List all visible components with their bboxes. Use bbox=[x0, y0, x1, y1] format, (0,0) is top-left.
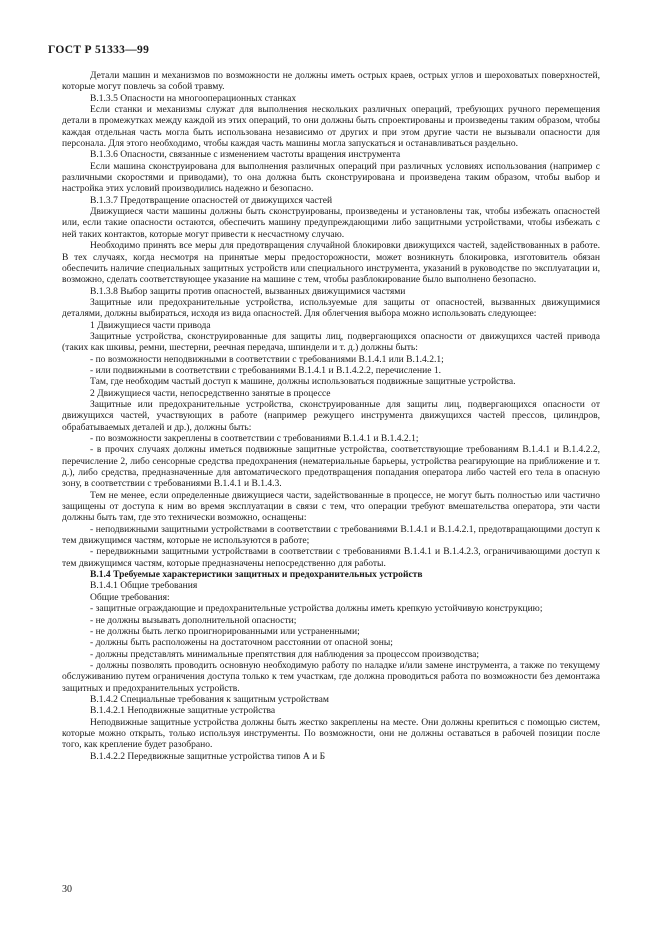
paragraph: Детали машин и механизмов по возможности не должны иметь острых краев, острых углов и шероховатых поверхностей, которые могут повлечь за собой травму. bbox=[62, 70, 600, 93]
page-number: 30 bbox=[62, 884, 72, 895]
paragraph: - в прочих случаях должны иметься подвижные защитные устройства, соответствующие требованиям В.1.4.1 и В.1.4.2.2, перечисление 2, либо сенсорные средства предохранения (нематериальные барьеры, устройства реагирующие на приближение и т. д.), либо средства, предназначенные для автоматического предотвращения попадания оператора либо частей его тела в опасную зону, в соответствии с требованиями В.1.4.1 и В.1.4.3. bbox=[62, 444, 600, 490]
paragraph: Защитные устройства, сконструированные для защиты лиц, подвергающихся опасности от движущихся частей привода (таких как шкивы, ремни, шестерни, реечная передача, шпиндели и т. д.) должны быть: bbox=[62, 330, 600, 354]
section-heading: В.1.3.6 Опасности, связанные с изменением частоты вращения инструмента bbox=[90, 149, 401, 161]
paragraph: Защитные или предохранительные устройства, сконструированные для защиты лиц, подвергающихся опасности от движущихся частей, участвующих в работе (например режущего инструмента движущихся частей прессов, цилиндров, обрабатываемых деталей и др.), должны быть: bbox=[62, 398, 600, 433]
paragraph: Защитные или предохранительные устройства, используемые для защиты от опасностей, вызванных движущимися деталями, должны выбираться, исходя из вида опасностей. Для облегчения выбора можно использовать следующее: bbox=[62, 296, 600, 320]
paragraph: - не должны вызывать дополнительной опасности; bbox=[90, 614, 297, 626]
paragraph: - или подвижными в соответствии с требованиями В.1.4.1 и В.1.4.2.2, перечисление 1. bbox=[90, 364, 442, 376]
paragraph: - должны представлять минимальные препятствия для наблюдения за процессом производства; bbox=[90, 648, 480, 660]
paragraph: - неподвижными защитными устройствами в соответствии с требованиями В.1.4.1 и В.1.4.2.1, предотвращающими доступ к тем движущимся частям, которые не используются в работе; bbox=[62, 523, 600, 547]
section-heading: В.1.4 Требуемые характеристики защитных и предохранительных устройств bbox=[90, 569, 423, 581]
section-heading: 1 Движущиеся части привода bbox=[90, 319, 211, 331]
paragraph: - по возможности неподвижными в соответствии с требованиями В.1.4.1 или В.1.4.2.1; bbox=[90, 353, 444, 365]
paragraph: Неподвижные защитные устройства должны быть жестко закреплены на месте. Они должны крепиться с помощью систем, которые можно открыть, только используя инструменты. По возможности, они не должны оставаться в рабочей позиции после того, как крепление будет разобрано. bbox=[62, 716, 600, 751]
paragraph: Если машина сконструирована для выполнения различных операций при различных условиях использования (например с различными скоростями и приводами), то она должна быть сконструирована и произведена таким образом, чтобы выбор и настройка этих условий производились надежно и безопасно. bbox=[62, 160, 600, 195]
paragraph: Движущиеся части машины должны быть сконструированы, произведены и установлены так, чтобы избежать опасностей или, если такие опасности остаются, обеспечить машину предупреждающими либо защитными устройствами, чтобы избежать с ней таких контактов, которые могут привести к несчастному случаю. bbox=[62, 206, 600, 240]
paragraph: Там, где необходим частый доступ к машине, должны использоваться подвижные защитные устройства. bbox=[90, 376, 516, 388]
document-body bbox=[62, 70, 600, 762]
paragraph: - должны быть расположены на достаточном расстоянии от опасной зоны; bbox=[90, 637, 393, 649]
section-heading: В.1.4.2 Специальные требования к защитным устройствам bbox=[90, 693, 329, 705]
paragraph: Тем не менее, если определенные движущиеся части, задействованные в процессе, не могут быть полностью или частично защищены от доступа к ним во время эксплуатации в связи с тем, что операции требуют вмешательства оператора, эти части должны быть там, где это технически возможно, оснащены: bbox=[62, 489, 600, 524]
paragraph: - защитные ограждающие и предохранительные устройства должны иметь крепкую устойчивую конструкцию; bbox=[90, 603, 543, 615]
section-heading: В.1.3.7 Предотвращение опасностей от движущихся частей bbox=[90, 194, 333, 206]
section-heading: В.1.4.1 Общие требования bbox=[90, 580, 198, 592]
section-heading: В.1.3.8 Выбор защиты против опасностей, вызванных движущимися частями bbox=[90, 285, 406, 297]
section-heading: Общие требования: bbox=[90, 591, 170, 603]
paragraph: - передвижными защитными устройствами в соответствии с требованиями В.1.4.1 и В.1.4.2.3, ограничивающими доступ к тем движущимся частям, которые предназначены непосредственно для работы. bbox=[62, 546, 600, 569]
section-heading: 2 Движущиеся части, непосредственно занятые в процессе bbox=[90, 387, 331, 399]
section-heading: В.1.3.5 Опасности на многооперационных станках bbox=[90, 92, 297, 104]
section-heading: В.1.4.2.2 Передвижные защитные устройства типов А и Б bbox=[90, 750, 326, 762]
paragraph: Необходимо принять все меры для предотвращения случайной блокировки движущихся частей, задействованных в работе. В тех случаях, когда несмотря на принятые меры предосторожности, может возникнуть блокировка, изготовитель обязан обеспечить наличие специальных защитных устройств или специального инструмента, указаний в руководстве по эксплуатации и, возможно, сделать соответствующее указание на машине с тем, чтобы разблокирование было выполнено безопасно. bbox=[62, 240, 600, 286]
section-heading: В.1.4.2.1 Неподвижные защитные устройства bbox=[90, 705, 276, 717]
paragraph: - не должны быть легко проигнорированными или устраненными; bbox=[90, 625, 360, 637]
paragraph: Если станки и механизмы служат для выполнения нескольких различных операций, требующих ручного перемещения детали в промежутках между каждой из этих операций, то они должны быть спроектированы и произведены таким образом, чтобы каждая отдельная часть могла быть использована независимо от других и при этом другие части не вызывали опасности для персонала. Для этого необходимо, чтобы каждая часть машины могла запускаться и останавливаться раздельно. bbox=[62, 104, 600, 150]
paragraph: - по возможности закреплены в соответствии с требованиями В.1.4.1 и В.1.4.2.1; bbox=[90, 433, 419, 444]
paragraph: - должны позволять проводить основную необходимую работу по наладке и/или замене инструмента, а также по текущему обслуживанию путем ограничения доступа только к тем участкам, где должна проводиться работа по возможности без демонтажа защитных и предохранительных устройств. bbox=[62, 659, 600, 694]
document-header: ГОСТ Р 51333—99 bbox=[48, 44, 150, 56]
